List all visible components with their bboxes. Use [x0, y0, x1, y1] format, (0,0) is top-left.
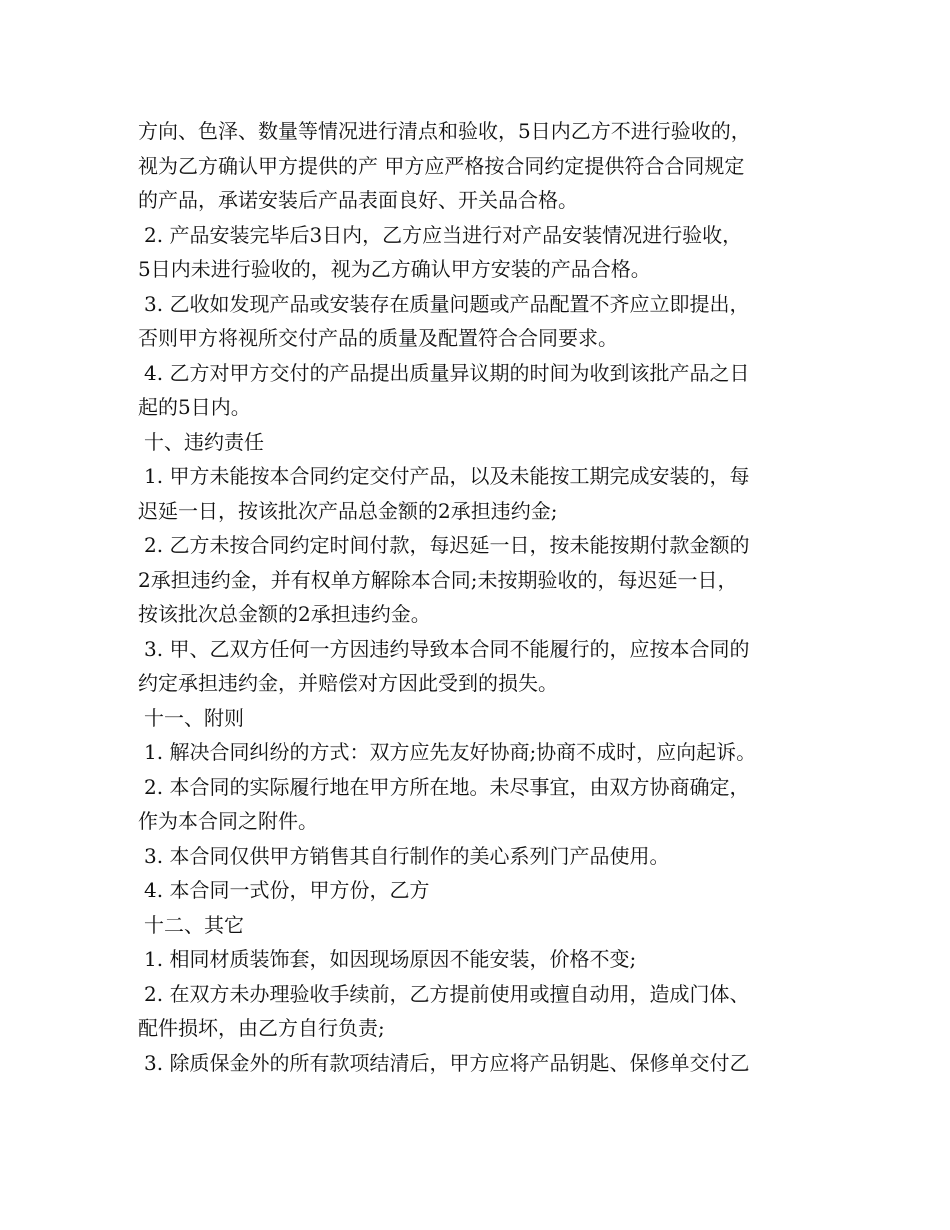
document-line: 1. 相同材质装饰套，如因现场原因不能安装，价格不变;: [144, 947, 637, 971]
document-line: 1. 甲方未能按本合同约定交付产品，以及未能按工期完成安装的，每: [144, 464, 750, 488]
document-line: 1. 解决合同纠纷的方式：双方应先友好协商;协商不成时，应向起诉。: [144, 740, 757, 764]
document-line: 十一、附则: [144, 705, 244, 730]
document-line: 3. 本合同仅供甲方销售其自行制作的美心系列门产品使用。: [144, 843, 670, 868]
document-line: 2承担违约金，并有权单方解除本合同;未按期验收的，每迟延一日，: [138, 567, 738, 592]
document-line: 3. 除质保金外的所有款项结清后，甲方应将产品钥匙、保修单交付乙: [144, 1050, 750, 1075]
document-line: 2. 乙方未按合同约定时间付款，每迟延一日，按未能按期付款金额的: [144, 533, 750, 557]
document-line: 视为乙方确认甲方提供的产 甲方应严格按合同约定提供符合合同规定: [138, 153, 745, 178]
document-line: 迟延一日，按该批次产品总金额的2承担违约金;: [138, 498, 558, 523]
document-line: 3. 乙收如发现产品或安装存在质量问题或产品配置不齐应立即提出，: [144, 291, 750, 316]
document-line: 方向、色泽、数量等情况进行清点和验收，5日内乙方不进行验收的，: [138, 119, 751, 143]
document-line: 2. 在双方未办理验收手续前，乙方提前使用或擅自动用，造成门体、: [144, 981, 750, 1006]
document-line: 配件损坏，由乙方自行负责;: [138, 1016, 385, 1040]
document-line: 按该批次总金额的2承担违约金。: [138, 602, 431, 626]
document-line: 3. 甲、乙双方任何一方因违约导致本合同不能履行的，应按本合同的: [144, 636, 750, 661]
document-line: 作为本合同之附件。: [138, 809, 318, 833]
document-line: 否则甲方将视所交付产品的质量及配置符合合同要求。: [138, 326, 618, 350]
document-line: 2. 本合同的实际履行地在甲方所在地。未尽事宜，由双方协商确定，: [144, 774, 750, 799]
document-line: 约定承担违约金，并赔偿对方因此受到的损失。: [138, 671, 558, 695]
document-line: 起的5日内。: [138, 395, 251, 419]
document-line: 4. 乙方对甲方交付的产品提出质量异议期的时间为收到该批产品之日: [144, 360, 750, 385]
document-line: 十二、其它: [144, 912, 244, 937]
document-line: 十、违约责任: [144, 429, 264, 454]
document-line: 的产品，承诺安装后产品表面良好、开关品合格。: [138, 188, 578, 212]
document-line: 2. 产品安装完毕后3日内，乙方应当进行对产品安装情况进行验收，: [144, 222, 743, 247]
document-line: 4. 本合同一式份，甲方份，乙方: [144, 878, 430, 902]
document-body: [138, 114, 838, 1080]
document-line: 5日内未进行验收的，视为乙方确认甲方安装的产品合格。: [138, 257, 651, 281]
